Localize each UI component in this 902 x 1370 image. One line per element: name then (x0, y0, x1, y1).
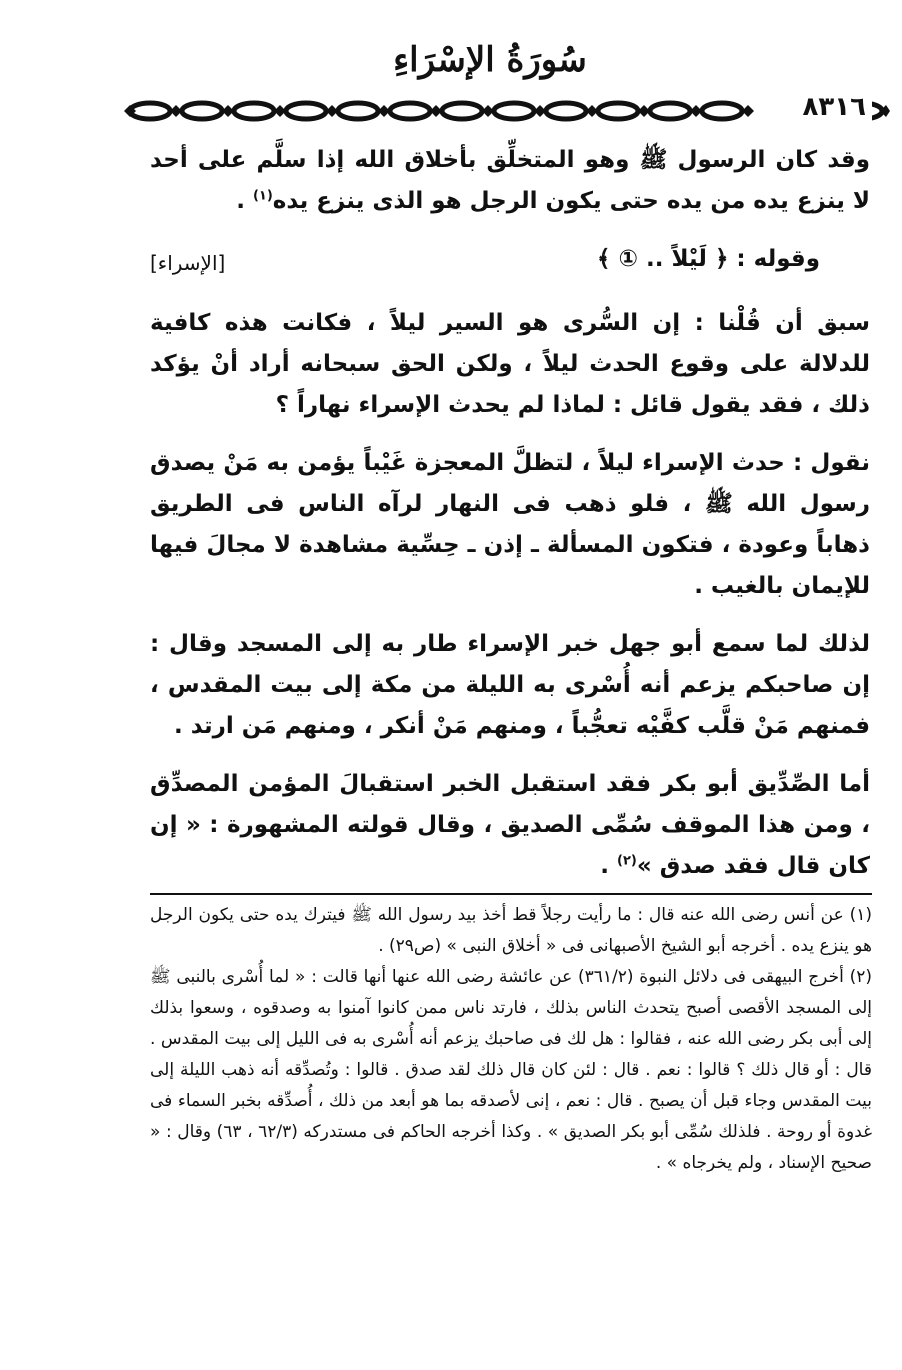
page-header (120, 30, 890, 130)
footnotes (150, 900, 872, 1179)
footnote-ref-1: (١) (252, 188, 273, 204)
paragraph-end: . (600, 853, 617, 879)
ayah-source: [الإسراء] (150, 251, 226, 275)
main-text (150, 140, 870, 904)
paragraph-2: سبق أن قُلْنا : إن السُّرى هو السير ليلاً ، فكانت هذه كافية للدلالة على وقوع الحدث ليلاً ، ولكن الحق سبحانه أراد أنْ يؤكد ذلك ، فقد يقول قائل : لماذا لم يحدث الإسراء نهاراً ؟ (150, 310, 870, 418)
paragraph-4: لذلك لما سمع أبو جهل خبر الإسراء طار به إلى المسجد وقال : إن صاحبكم يزعم أنه أُسْرى به الليلة من مكة إلى بيت المقدس ، فمنهم مَنْ قلَّب كفَّيْه تعجُّباً ، ومنهم مَنْ أنكر ، ومنهم مَن ارتد . (150, 631, 870, 739)
footnote-2: (٢) أخرج البيهقى فى دلائل النبوة (٣٦١/٢) عن عائشة رضى الله عنها أنها قالت : « لما أُسْرى بالنبى ﷺ إلى المسجد الأقصى أصبح يتحدث الناس بذلك ، فارتد ناس ممن كانوا آمنوا به وصدقوه ، وسعوا بذلك إلى أبى بكر رضى الله عنه ، فقالوا : هل لك فى صاحبك يزعم أنه أُسْرى به فى الليل إلى بيت المقدس . قال : أو قال ذلك ؟ قالوا : نعم . قال : لئن كان قال ذلك لقد صدق . قالوا : وتُصدِّقه أنه ذهب الليلة إلى بيت المقدس وجاء قبل أن يصبح . قال : نعم ، إنى لأصدقه بما هو أبعد من ذلك ، أُصدِّقه بخبر السماء فى غدوة أو روحة . فلذلك سُمِّى أبو بكر الصديق » . وكذا أخرجه الحاكم فى مستدركه (٦٢/٣ ، ٦٣) وقال : « صحيح الإسناد ، ولم يخرجاه » . (150, 967, 873, 1173)
paragraph-1 (150, 140, 870, 222)
ayah-quote (150, 239, 870, 283)
page-number: ٨٣١٦ (797, 92, 872, 122)
paragraph-text: وقد كان الرسول ﷺ وهو المتخلِّق بأخلاق الله إذا سلَّم على أحد لا ينزع يده من يده حتى يكون الرجل هو الذى ينزع يده (150, 147, 870, 214)
surah-title: سُورَةُ الإسْرَاءِ (393, 40, 587, 80)
paragraph-end: . (236, 188, 253, 214)
paragraph-text: أما الصِّدِّيق أبو بكر فقد استقبل الخبر استقبالَ المؤمن المصدِّق ، ومن هذا الموقف سُمِّى الصديق ، وقال قولته المشهورة : « إن كان قال فقد صدق » (150, 771, 870, 879)
paragraph-5 (150, 764, 870, 887)
ayah-text: وقوله : ﴿ لَيْلاً .. ① ﴾ (597, 246, 820, 272)
footnote-divider (150, 893, 872, 895)
footnote-ref-2: (٢) (617, 853, 637, 869)
paragraph-3: نقول : حدث الإسراء ليلاً ، لتظلَّ المعجزة غَيْباً يؤمن به مَنْ يصدق رسول الله ﷺ ، فلو ذهب فى النهار لرآه الناس فى الطريق ذهاباً وعودة ، فتكون المسألة ـ إذن ـ حِسِّية مشاهدة لا مجالَ فيها للإيمان بالغيب . (150, 450, 870, 599)
ornamental-border (120, 96, 890, 126)
footnote-1: (١) عن أنس رضى الله عنه قال : ما رأيت رجلاً قط أخذ بيد رسول الله ﷺ فيترك يده حتى يكون الرجل هو ينزع يده . أخرجه أبو الشيخ الأصبهانى فى « أخلاق النبى » (ص٢٩) . (150, 905, 872, 956)
